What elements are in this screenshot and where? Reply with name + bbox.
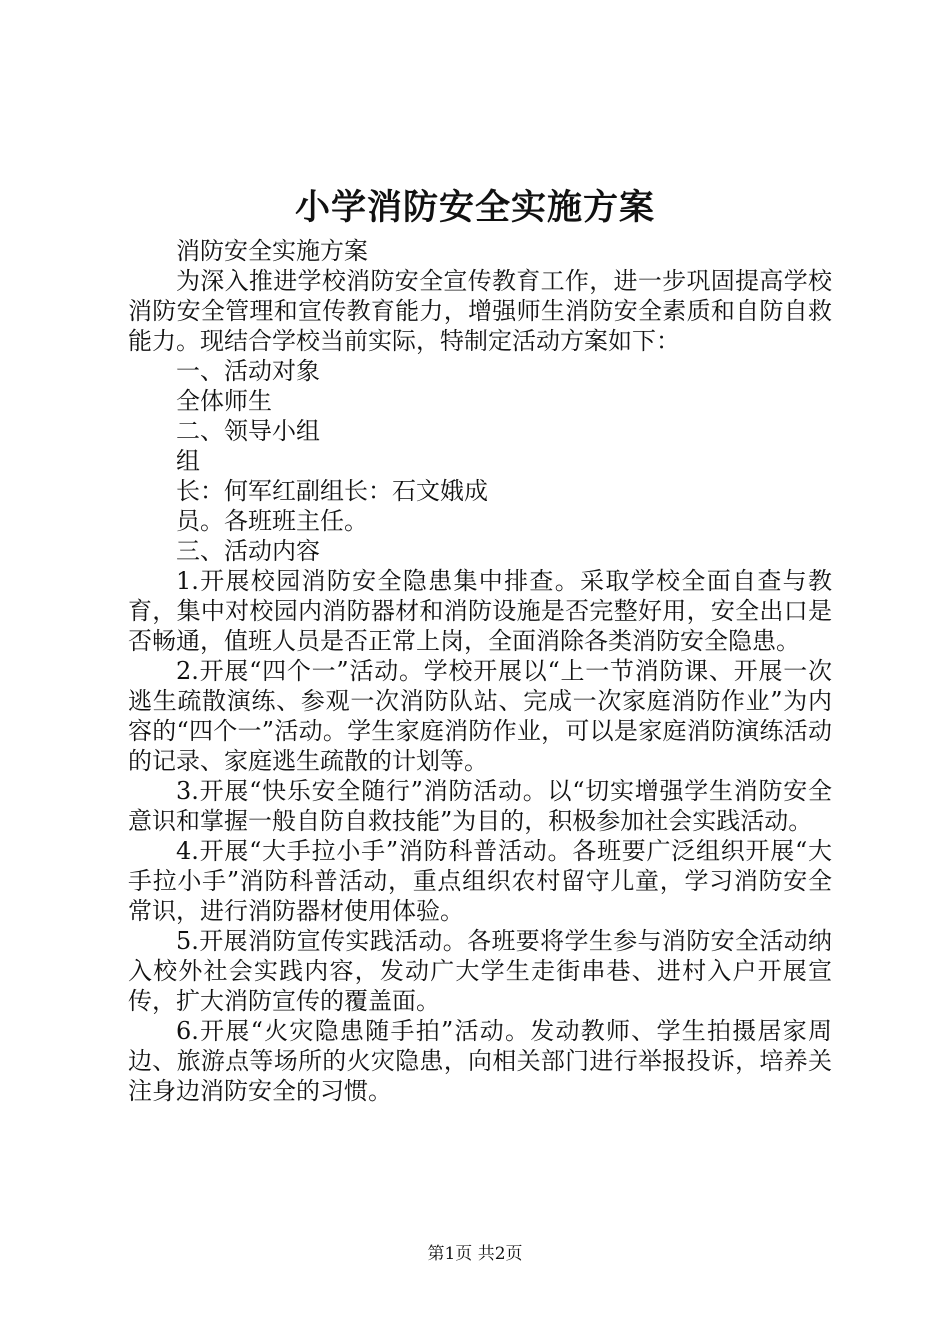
paragraph-leader-c: 员。各班班主任。	[176, 507, 368, 535]
list-item-2: 2.开展“四个一”活动。学校开展以“上一节消防课、开展一次逃生疏散演练、参观一次消防队站、完成一次家庭消防作业”为内容的“四个一”活动。学生家庭消防作业，可以是家庭消防演练活动的记录、家庭逃生疏散的计划等。	[128, 657, 832, 775]
list-item-5: 5.开展消防宣传实践活动。各班要将学生参与消防安全活动纳入校外社会实践内容，发动广大学生走街串巷、进村入户开展宣传，扩大消防宣传的覆盖面。	[128, 927, 832, 1015]
list-item-6: 6.开展“火灾隐患随手拍”活动。发动教师、学生拍摄居家周边、旅游点等场所的火灾隐患，向相关部门进行举报投诉，培养关注身边消防安全的习惯。	[128, 1017, 832, 1105]
section-heading-2: 二、领导小组	[176, 417, 320, 445]
section-heading-3: 三、活动内容	[176, 537, 320, 565]
section-heading-1: 一、活动对象	[176, 357, 320, 385]
page-footer: 第1页 共2页	[427, 1244, 523, 1264]
document-title: 小学消防安全实施方案	[294, 187, 655, 228]
list-item-4: 4.开展“大手拉小手”消防科普活动。各班要广泛组织开展“大手拉小手”消防科普活动，重点组织农村留守儿童，学习消防安全常识，进行消防器材使用体验。	[128, 837, 832, 925]
paragraph-leader-b: 长：何军红副组长：石文娥成	[176, 477, 488, 505]
paragraph-heading: 消防安全实施方案	[176, 237, 368, 265]
paragraph-intro: 为深入推进学校消防安全宣传教育工作，进一步巩固提高学校消防安全管理和宣传教育能力，增强师生消防安全素质和自防自救能力。现结合学校当前实际，特制定活动方案如下：	[128, 267, 832, 355]
list-item-3: 3.开展“快乐安全随行”消防活动。以“切实增强学生消防安全意识和掌握一般自防自救技能”为目的，积极参加社会实践活动。	[128, 777, 832, 835]
document-body	[128, 236, 832, 1106]
list-item-1: 1.开展校园消防安全隐患集中排查。采取学校全面自查与教育，集中对校园内消防器材和消防设施是否完整好用，安全出口是否畅通，值班人员是否正常上岗，全面消除各类消防安全隐患。	[128, 567, 832, 655]
paragraph-leader-a: 组	[176, 447, 200, 475]
paragraph-target: 全体师生	[176, 387, 272, 415]
